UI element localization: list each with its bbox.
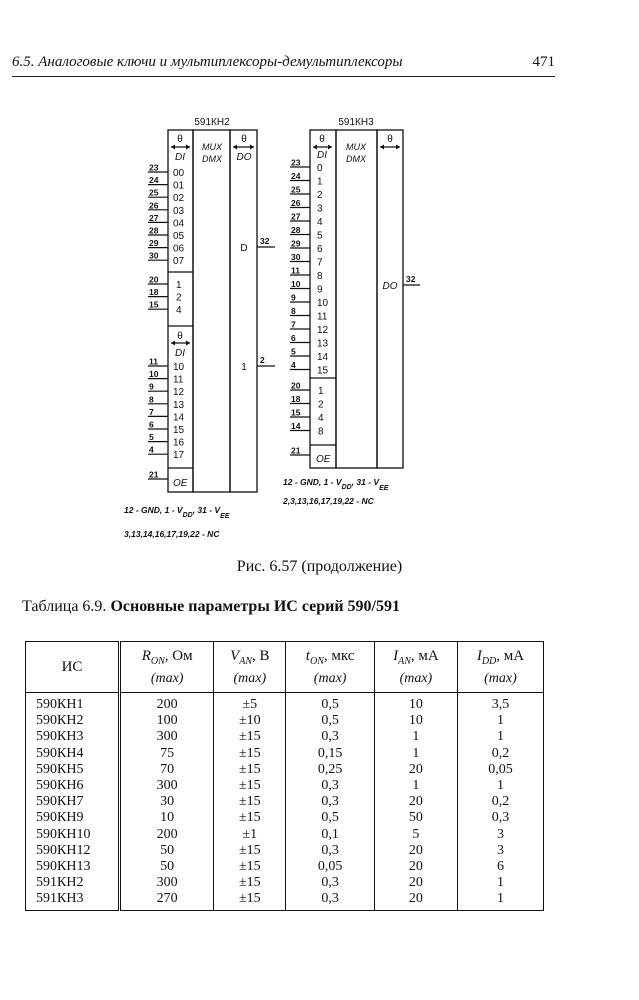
table-cell: 1 <box>457 713 543 729</box>
pin-number: 18 <box>149 287 159 298</box>
mux-label: MUX <box>346 142 366 152</box>
table-cell: 0,3 <box>457 810 543 826</box>
table-caption-title: Основные параметры ИС серий 590/591 <box>110 598 400 615</box>
table-cell: 70 <box>120 762 214 778</box>
input-label: 14 <box>317 352 329 363</box>
pin-number: 10 <box>149 369 159 380</box>
input-label: 13 <box>173 399 185 411</box>
pin-number: 21 <box>149 469 159 480</box>
table-cell: 200 <box>120 827 214 843</box>
input-label: 05 <box>173 231 185 242</box>
table-cell: 590КН2 <box>36 713 84 729</box>
table-cell: ±15 <box>214 762 286 778</box>
table-body <box>26 693 544 911</box>
note-text: , 31 - V <box>351 477 380 487</box>
table-cell: ±15 <box>214 729 286 745</box>
pin-number: 24 <box>149 175 159 186</box>
pin-note: 3,13,14,16,17,19,22 - NC <box>124 529 220 539</box>
column-header <box>26 642 120 693</box>
table-cell: 10 <box>120 810 214 826</box>
table-cell: 0,3 <box>286 843 374 859</box>
table-cell: 50 <box>120 859 214 875</box>
table-cell: 300 <box>120 729 214 745</box>
pin-number: 30 <box>149 250 159 261</box>
theta-symbol: θ <box>241 134 247 145</box>
address-label: 2 <box>318 399 324 411</box>
table-cell: 590КН1 <box>36 697 84 713</box>
column-header <box>120 642 214 693</box>
table-cell: ±15 <box>214 778 286 794</box>
note-text: 12 - GND, 1 - V <box>124 505 183 515</box>
table-cell: 590КН13 <box>36 858 91 874</box>
arrow-head <box>171 341 175 346</box>
column-header <box>457 642 543 693</box>
arrow-head <box>380 145 384 150</box>
table-cell: 50 <box>374 810 457 826</box>
table-row <box>26 778 544 794</box>
table-cell: 300 <box>120 875 214 891</box>
pin-number: 20 <box>149 274 159 285</box>
note-sub: EE <box>379 485 389 492</box>
table-cell: 0,5 <box>286 693 374 714</box>
input-label: 11 <box>317 311 328 323</box>
theta-symbol: θ <box>387 134 393 145</box>
arrow-head <box>250 145 254 150</box>
input-label: 8 <box>317 271 323 282</box>
table-cell: ±15 <box>214 875 286 891</box>
di-label: DI <box>175 348 185 359</box>
table-row <box>26 729 544 745</box>
pin-number: 7 <box>149 406 154 417</box>
input-label: 10 <box>317 298 329 309</box>
table-cell: ±5 <box>214 693 286 714</box>
pin-number: 27 <box>291 211 301 222</box>
table-cell: 3 <box>457 843 543 859</box>
pin-number: 23 <box>149 162 159 173</box>
input-label: 4 <box>317 217 323 228</box>
table-cell: 1 <box>457 875 543 891</box>
table-cell: 590КН3 <box>36 729 84 745</box>
pin-number: 21 <box>291 445 301 456</box>
table-cell: ±1 <box>214 827 286 843</box>
pin-number: 11 <box>291 265 300 276</box>
running-header <box>12 54 555 76</box>
table-row <box>26 794 544 810</box>
table-cell: 100 <box>120 713 214 729</box>
input-label: 03 <box>173 205 185 217</box>
address-label: 2 <box>176 292 182 304</box>
input-label: 6 <box>317 244 323 255</box>
oe-label: OE <box>316 454 331 465</box>
figure-caption: Рис. 6.57 (продолжение) <box>236 558 403 575</box>
note-text: 12 - GND, 1 - V <box>283 477 342 487</box>
table-cell: 0,3 <box>286 794 374 810</box>
input-label: 15 <box>173 425 185 436</box>
address-label: 1 <box>318 386 324 397</box>
input-label: 2 <box>317 190 323 201</box>
header-title: 6.5. Аналоговые ключи и мультиплексоры-демультиплексоры <box>12 54 403 70</box>
table-row <box>26 762 544 778</box>
table-row <box>26 843 544 859</box>
dmx-label: DMX <box>202 154 222 164</box>
note-sub: EE <box>220 513 230 520</box>
table-cell: 590КН4 <box>36 745 84 761</box>
table-cell: ±15 <box>214 891 286 911</box>
pin-number: 5 <box>291 346 296 357</box>
chip-middle-column <box>336 130 377 468</box>
chip-middle-column <box>193 130 230 492</box>
input-label: 01 <box>173 180 185 192</box>
mux-label: MUX <box>202 142 222 152</box>
chip-title: 591КН3 <box>338 117 374 128</box>
di-label: DI <box>317 150 327 161</box>
table-cell: 20 <box>374 875 457 891</box>
input-label: 12 <box>317 325 329 336</box>
pin-number: 23 <box>291 157 301 168</box>
table-row <box>26 693 544 714</box>
arrow-head <box>396 145 400 150</box>
pin-note <box>283 477 389 492</box>
pin-number: 25 <box>291 184 301 195</box>
parameters-table <box>25 641 544 911</box>
input-label: 04 <box>173 218 185 230</box>
column-header-label: $I_{AN}$, мА <box>393 647 439 667</box>
table-cell: 0,2 <box>457 746 543 762</box>
table-cell: 75 <box>120 746 214 762</box>
do-label: DO <box>236 152 252 163</box>
table-cell: ±15 <box>214 810 286 826</box>
table-row <box>26 859 544 875</box>
pin-number: 15 <box>291 407 301 418</box>
pin-number: 7 <box>291 319 296 330</box>
table-cell: 5 <box>374 827 457 843</box>
pin-number: 14 <box>291 421 301 431</box>
address-label: 8 <box>318 426 324 438</box>
table-cell: 0,5 <box>286 713 374 729</box>
table-cell: 590КН6 <box>36 778 84 794</box>
table-cell: 0,3 <box>286 875 374 891</box>
table-row <box>26 827 544 843</box>
pin-number: 25 <box>149 187 159 198</box>
table-header <box>26 642 544 693</box>
column-header <box>374 642 457 693</box>
table-caption <box>22 598 400 616</box>
column-header <box>214 642 286 693</box>
input-label: 06 <box>173 243 185 255</box>
input-label: 5 <box>317 230 323 242</box>
column-header-sub: (max) <box>313 670 347 686</box>
pin-number: 32 <box>406 274 416 284</box>
table-cell: 591КН2 <box>36 875 84 891</box>
table-cell: 10 <box>374 693 457 714</box>
column-header-label: $V_{AN}$, В <box>230 647 270 667</box>
table-cell: 20 <box>374 859 457 875</box>
input-label: 1 <box>317 176 323 188</box>
theta-symbol: θ <box>177 331 183 342</box>
arrow-head <box>313 145 317 150</box>
input-label: 07 <box>173 256 185 268</box>
pin-number: 28 <box>149 225 159 236</box>
table-cell: 50 <box>120 843 214 859</box>
pin-number: 10 <box>291 279 301 289</box>
table-cell: ±15 <box>214 794 286 810</box>
di-label: DI <box>175 152 185 163</box>
input-label: 3 <box>317 203 323 215</box>
oe-label: OE <box>173 478 188 489</box>
table-cell: 30 <box>120 794 214 810</box>
table-cell: 10 <box>374 713 457 729</box>
table-cell: 270 <box>120 891 214 911</box>
pin-number: 11 <box>149 356 158 367</box>
chip-right-column <box>377 130 403 468</box>
input-label: 10 <box>173 362 185 373</box>
pin-note <box>124 505 230 520</box>
input-label: 11 <box>173 374 184 386</box>
table-cell: 0,2 <box>457 794 543 810</box>
table-cell: 590КН12 <box>36 842 91 858</box>
output-label: DO <box>382 281 398 292</box>
table-cell: 20 <box>374 891 457 911</box>
table-row <box>26 810 544 826</box>
table-cell: 1 <box>374 729 457 745</box>
arrow-head <box>328 145 332 150</box>
input-label: 0 <box>317 163 323 174</box>
table-cell: 20 <box>374 794 457 810</box>
pin-number: 5 <box>149 432 154 443</box>
input-label: 13 <box>317 338 329 350</box>
column-header-sub: (max) <box>150 670 184 686</box>
pin-number: 15 <box>149 299 159 310</box>
arrow-head <box>186 341 190 346</box>
address-label: 4 <box>318 413 324 424</box>
column-header-sub: (max) <box>399 670 433 686</box>
pin-number: 32 <box>260 236 270 246</box>
table-row <box>26 891 544 911</box>
pin-number: 26 <box>291 198 301 208</box>
input-label: 17 <box>173 450 185 462</box>
table-cell: 0,25 <box>286 762 374 778</box>
chip-right-column <box>230 130 257 492</box>
pin-number: 9 <box>149 381 154 392</box>
column-header-label: $R_{ON}$, Ом <box>141 647 193 667</box>
table-cell: 0,3 <box>286 891 374 911</box>
pin-number: 4 <box>149 444 154 455</box>
column-header-sub: (max) <box>484 670 517 686</box>
table-cell: 590КН7 <box>36 794 84 810</box>
column-header-label: $I_{DD}$, мА <box>476 647 525 667</box>
table-cell: 591КН3 <box>36 891 84 907</box>
pin-number: 8 <box>149 394 154 405</box>
note-text: , 31 - V <box>192 505 221 515</box>
input-label: 9 <box>317 284 323 296</box>
table-cell: 1 <box>374 746 457 762</box>
column-header <box>286 642 374 693</box>
table-cell: 0,15 <box>286 746 374 762</box>
input-label: 7 <box>317 257 323 269</box>
table-cell: 590КН5 <box>36 761 84 777</box>
table-cell: 0,05 <box>286 859 374 875</box>
pin-number: 20 <box>291 380 301 391</box>
column-header-label: ИС <box>61 658 83 675</box>
table-row <box>26 713 544 729</box>
table-cell: 1 <box>374 778 457 794</box>
table-cell: 200 <box>120 693 214 714</box>
pin-number: 2 <box>260 355 265 365</box>
page-number: 471 <box>532 54 555 70</box>
pin-number: 18 <box>291 394 301 404</box>
column-header-sub: (max) <box>233 670 267 686</box>
table-row <box>26 875 544 891</box>
table-cell: ±15 <box>214 746 286 762</box>
table-cell: 6 <box>457 859 543 875</box>
table-cell: 0,1 <box>286 827 374 843</box>
table-cell: 590КН9 <box>36 810 84 826</box>
input-label: 15 <box>317 365 329 377</box>
theta-symbol: θ <box>319 134 325 145</box>
output-label: D <box>240 243 248 254</box>
pin-number: 4 <box>291 360 296 370</box>
input-label: 00 <box>173 168 185 179</box>
table-cell: 3,5 <box>457 693 543 714</box>
table-cell: 0,5 <box>286 810 374 826</box>
table-cell: 3 <box>457 827 543 843</box>
table-cell: ±15 <box>214 843 286 859</box>
pin-number: 30 <box>291 252 301 262</box>
pin-number: 27 <box>149 212 159 223</box>
table-cell: 0,3 <box>286 778 374 794</box>
table-cell: 0,3 <box>286 729 374 745</box>
table-cell: 1 <box>457 729 543 745</box>
table-cell: ±10 <box>214 713 286 729</box>
output-label: 1 <box>241 362 247 373</box>
table-cell: 0,05 <box>457 762 543 778</box>
arrow-head <box>186 145 190 150</box>
note-sub: DD <box>182 512 193 519</box>
pin-note: 2,3,13,16,17,19,22 - NC <box>283 496 374 506</box>
table-cell: 590КН10 <box>36 826 91 842</box>
input-label: 14 <box>173 412 185 424</box>
theta-symbol: θ <box>177 134 183 145</box>
pin-number: 28 <box>291 225 301 235</box>
address-label: 1 <box>176 280 182 291</box>
arrow-head <box>233 145 237 150</box>
pin-number: 26 <box>149 200 159 211</box>
table-cell: 20 <box>374 843 457 859</box>
table-cell: 1 <box>457 778 543 794</box>
address-label: 4 <box>176 305 182 317</box>
note-sub: DD <box>341 484 352 491</box>
pin-number: 9 <box>291 292 296 303</box>
dmx-label: DMX <box>346 154 366 164</box>
circuit-diagram <box>0 100 639 550</box>
table-cell: ±15 <box>214 859 286 875</box>
pin-number: 29 <box>149 238 159 249</box>
column-header-label: $t_{ON}$, мкс <box>305 647 355 667</box>
table-row <box>26 746 544 762</box>
header-rule <box>12 76 555 77</box>
input-label: 12 <box>173 387 185 399</box>
table-caption-prefix: Таблица 6.9. <box>22 598 107 615</box>
chip-title: 591КН2 <box>194 117 230 128</box>
pin-number: 6 <box>291 333 296 343</box>
pin-number: 8 <box>291 306 296 316</box>
pin-number: 6 <box>149 419 154 430</box>
pin-number: 24 <box>291 171 301 181</box>
table-cell: 1 <box>457 891 543 911</box>
table-cell: 300 <box>120 778 214 794</box>
input-label: 02 <box>173 193 185 205</box>
table-cell: 20 <box>374 762 457 778</box>
pin-number: 29 <box>291 238 301 249</box>
arrow-head <box>171 145 175 150</box>
input-label: 16 <box>173 437 185 449</box>
